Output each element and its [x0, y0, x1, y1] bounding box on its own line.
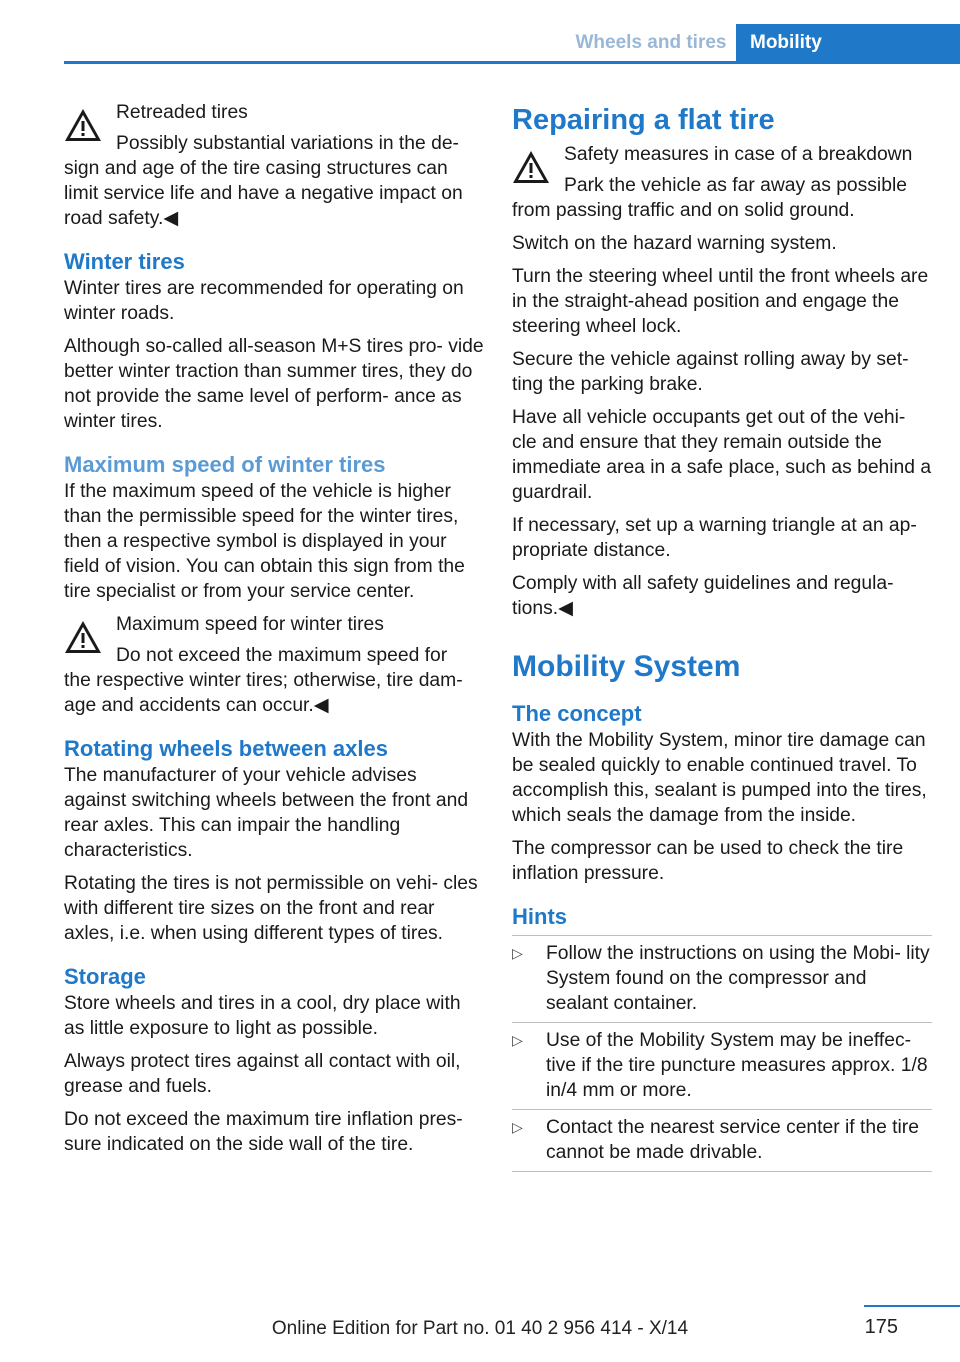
storage-paragraph-2: Always protect tires against all contact with oil, grease and fuels. [64, 1051, 461, 1097]
warning-triangle-icon [512, 150, 550, 184]
heading-the-concept: The concept [512, 701, 642, 726]
hint-text: Contact the nearest service center if the tire cannot be made drivable. [546, 1117, 919, 1163]
rotating-paragraph-2: Rotating the tires is not permissible on vehi‐ cles with different tire sizes on the front and rear axles, i.e. when using different types of tires. [64, 873, 478, 944]
heading-rotating-wheels: Rotating wheels between axles [64, 736, 388, 761]
flat-paragraph-6: Comply with all safety guidelines and regula‐ tions.◀ [512, 573, 894, 619]
footer-edition: Online Edition for Part no. 01 40 2 956 414 - X/14 [271, 1318, 689, 1339]
warning-retreaded-tires [64, 100, 484, 231]
warning-text: the respective winter tires; otherwise, tire dam‐ age and accidents can occur.◀ [64, 670, 463, 716]
hints-list [512, 935, 932, 1172]
winter-paragraph-2: Although so-called all-season M+S tires pro‐ vide better winter traction than summer tires, they do not provide the same level of perform‐ ance as winter tires. [64, 336, 484, 432]
storage-paragraph-3: Do not exceed the maximum tire inflation pres‐ sure indicated on the side wall of the tire. [64, 1109, 463, 1155]
heading-storage: Storage [64, 964, 146, 989]
right-column [512, 102, 932, 1172]
header-rule [64, 61, 960, 64]
left-column [64, 100, 484, 1165]
warning-max-speed [64, 612, 484, 718]
footer-rule [864, 1305, 960, 1307]
warning-title: Safety measures in case of a breakdown [564, 144, 913, 165]
flat-paragraph-2: Turn the steering wheel until the front wheels are in the straight-ahead position and engage the steering wheel lock. [512, 266, 929, 337]
warning-text: sign and age of the tire casing structures can limit service life and have a negative impact on road safety.◀ [64, 158, 463, 229]
warning-text-first: Do not exceed the maximum speed for [116, 645, 448, 666]
heading-max-speed: Maximum speed of winter tires [64, 452, 386, 477]
rotating-paragraph-1: The manufacturer of your vehicle advises against switching wheels between the front and rear axles. This can impair the handling characteristics. [64, 765, 469, 861]
section-tab: Wheels and tires [566, 24, 736, 62]
hint-text: Use of the Mobility System may be ineffec‐ tive if the tire puncture measures approx. 1/8 in/4 mm or more. [546, 1030, 928, 1101]
triangle-bullet-icon: ▷ [512, 1032, 523, 1048]
hint-text: Follow the instructions on using the Mobi‐ lity System found on the compressor and sealant container. [546, 943, 930, 1014]
warning-text: from passing traffic and on solid ground. [512, 200, 855, 221]
heading-repairing-flat-tire: Repairing a flat tire [512, 104, 775, 136]
warning-title: Maximum speed for winter tires [116, 614, 384, 635]
chapter-tab: Mobility [736, 24, 960, 62]
warning-text-first: Park the vehicle as far away as possible [564, 175, 907, 196]
heading-hints: Hints [512, 904, 567, 929]
header-tabs [566, 24, 960, 62]
warning-title: Retreaded tires [116, 102, 248, 123]
page-number: 175 [864, 1316, 898, 1338]
triangle-bullet-icon: ▷ [512, 945, 523, 961]
list-item [512, 1023, 932, 1110]
concept-paragraph-2: The compressor can be used to check the tire inflation pressure. [512, 838, 904, 884]
warning-triangle-icon [64, 108, 102, 142]
winter-paragraph-1: Winter tires are recommended for operating on winter roads. [64, 278, 464, 324]
list-item [512, 1110, 932, 1172]
triangle-bullet-icon: ▷ [512, 1119, 523, 1135]
max-speed-paragraph: If the maximum speed of the vehicle is higher than the permissible speed for the winter tires, then a respective symbol is displayed in your field of vision. You can obtain this sign from the tire specialist or from your service center. [64, 481, 465, 602]
storage-paragraph-1: Store wheels and tires in a cool, dry place with as little exposure to light as possible. [64, 993, 461, 1039]
flat-paragraph-3: Secure the vehicle against rolling away by set‐ ting the parking brake. [512, 349, 909, 395]
flat-paragraph-5: If necessary, set up a warning triangle at an ap‐ propriate distance. [512, 515, 917, 561]
heading-mobility-system: Mobility System [512, 650, 741, 683]
flat-paragraph-4: Have all vehicle occupants get out of the vehi‐ cle and ensure that they remain outside the immediate area in a safe place, such as behind a guardrail. [512, 407, 932, 503]
concept-paragraph-1: With the Mobility System, minor tire damage can be sealed quickly to enable continued travel. To accomplish this, sealant is pumped into the tires, which seals the damage from the inside. [512, 730, 927, 826]
warning-breakdown-safety [512, 142, 932, 223]
heading-winter-tires: Winter tires [64, 249, 185, 274]
warning-text-first: Possibly substantial variations in the de‐ [116, 133, 459, 154]
flat-paragraph-1: Switch on the hazard warning system. [512, 233, 837, 254]
warning-triangle-icon [64, 620, 102, 654]
list-item [512, 936, 932, 1023]
